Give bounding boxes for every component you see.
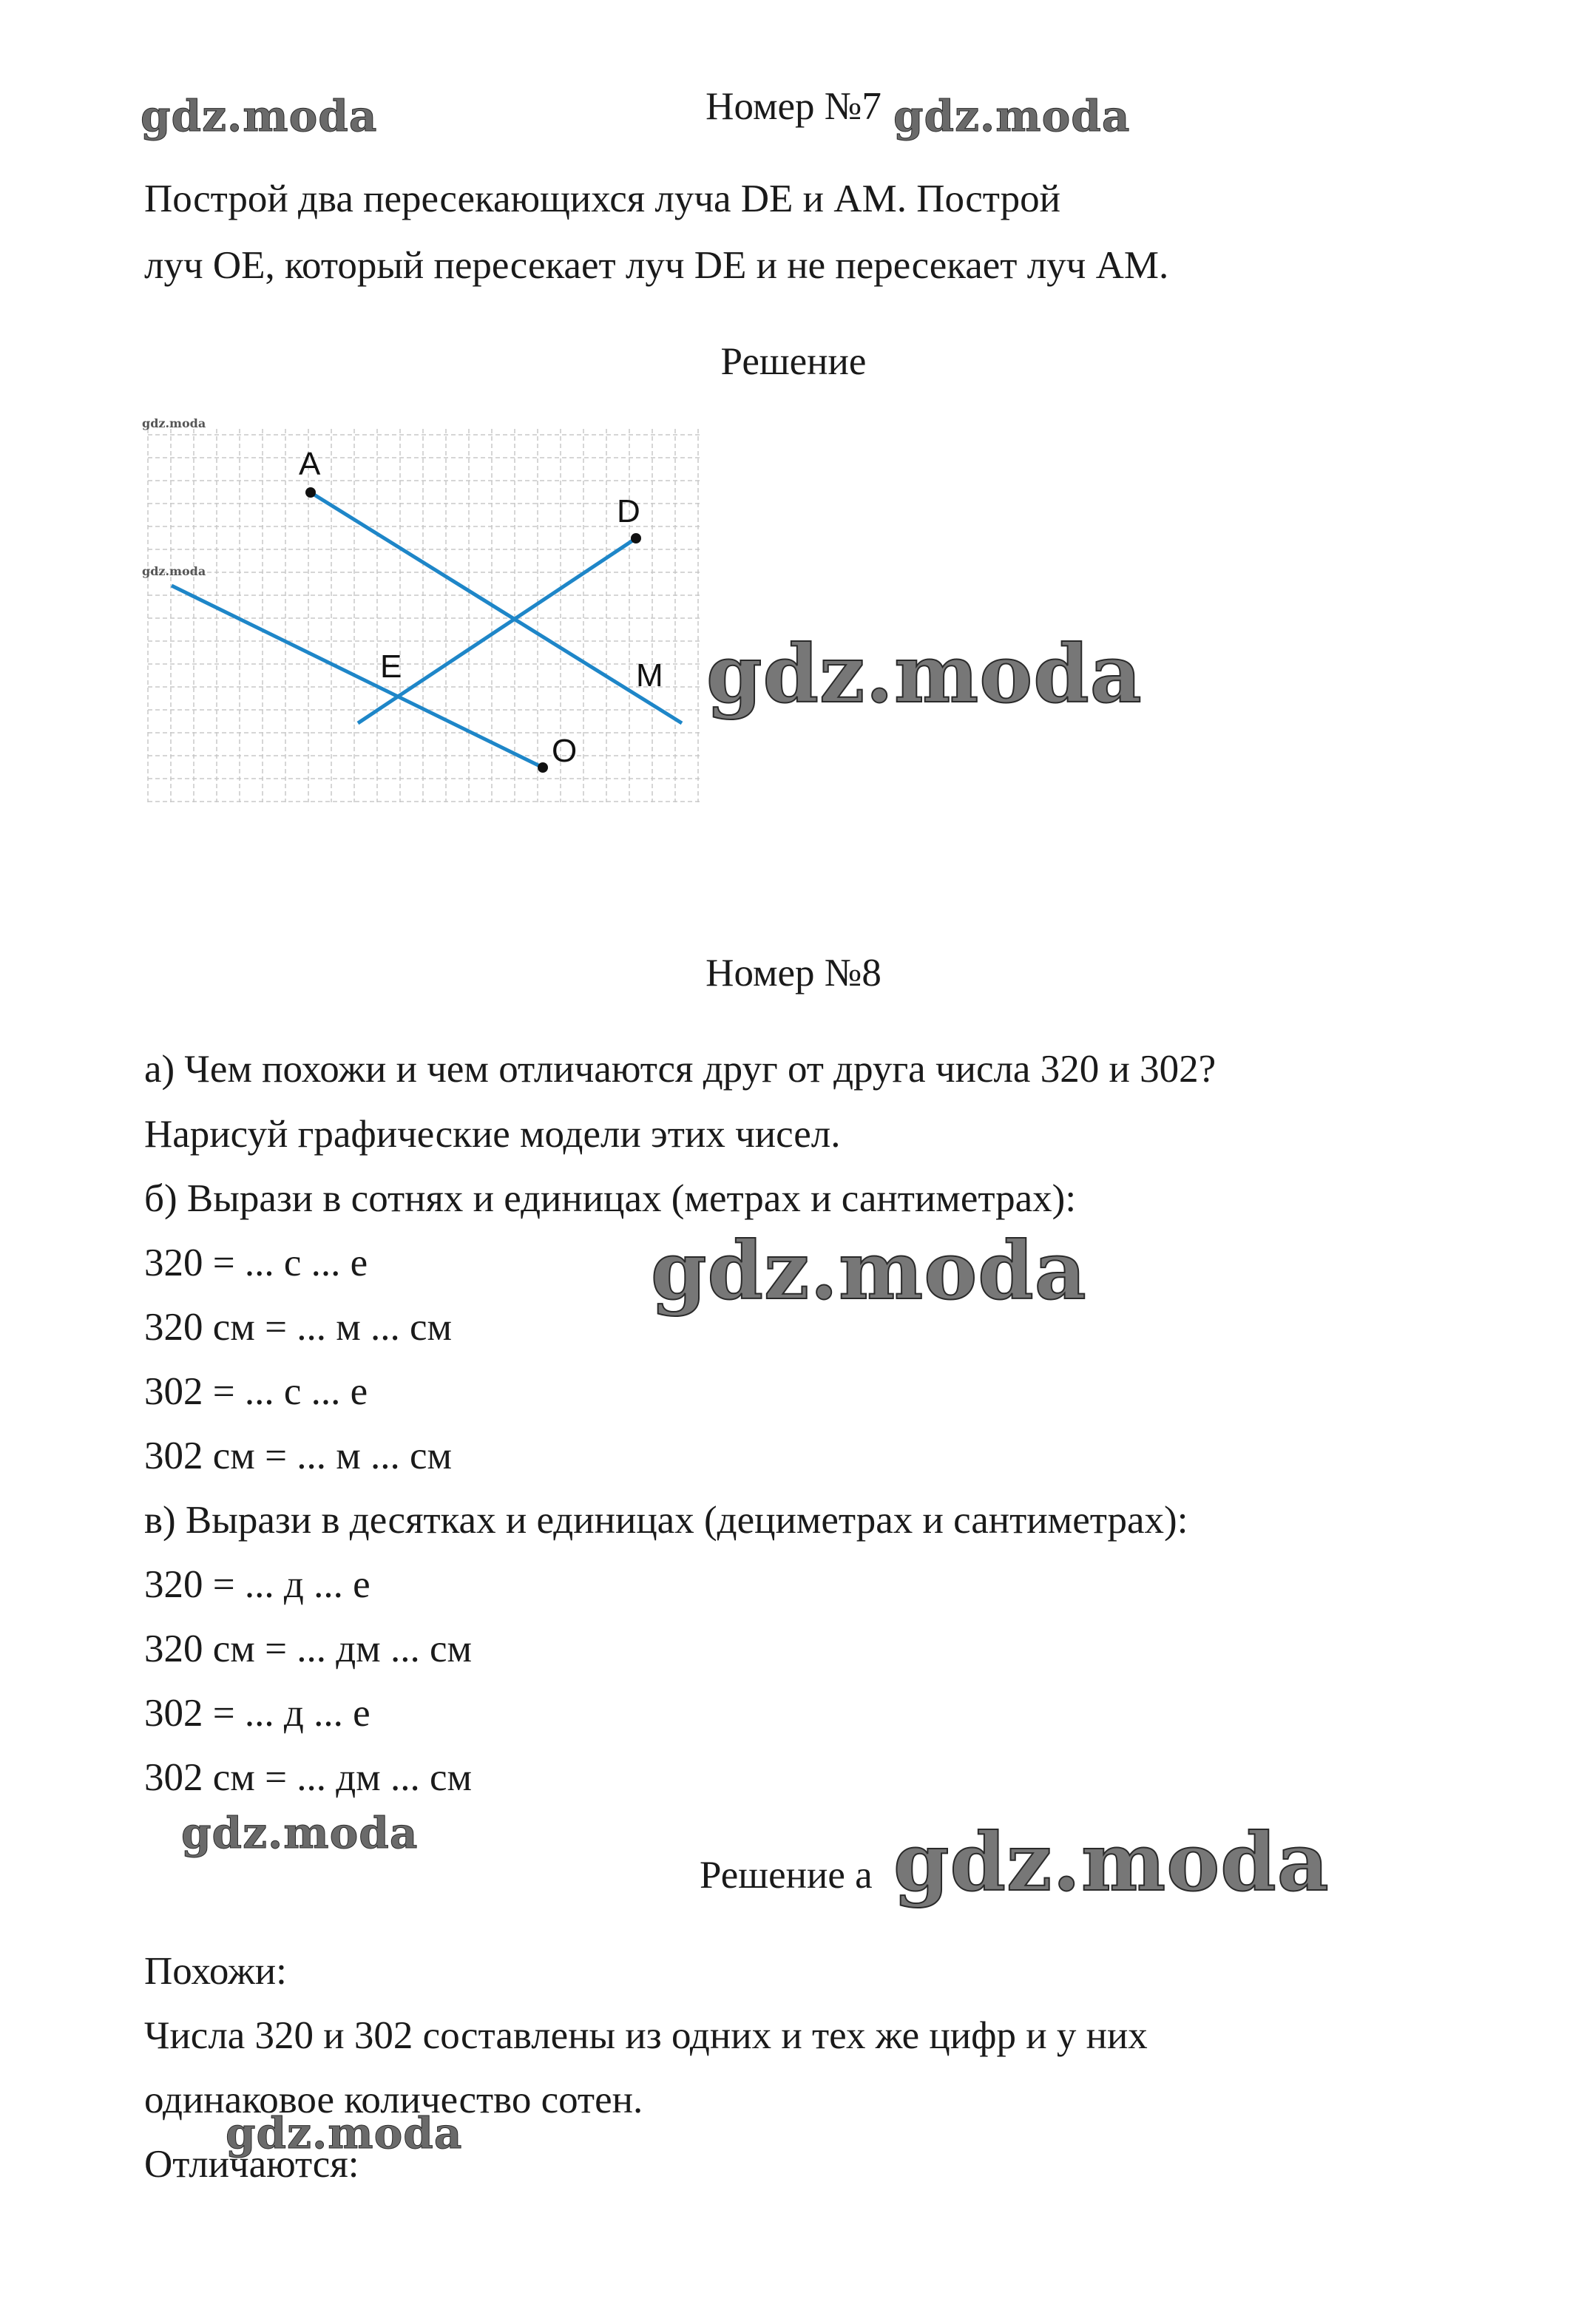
point-d bbox=[631, 533, 641, 543]
task8-line-9: 320 = ... д ... е bbox=[144, 1563, 370, 1606]
watermark: gdz.moda bbox=[893, 1816, 1330, 1909]
task8-line-3: б) Вырази в сотнях и единицах (метрах и сантиметрах): bbox=[144, 1177, 1077, 1220]
figure-watermark-top: gdz.moda bbox=[142, 416, 206, 430]
task8-solution-heading: Решение а bbox=[700, 1854, 873, 1897]
label-o: O bbox=[552, 733, 578, 769]
solution-line-4: Отличаются: bbox=[144, 2143, 359, 2186]
solution-line-3: одинаковое количество сотен. bbox=[144, 2079, 643, 2121]
watermark: gdz.moda bbox=[706, 628, 1143, 721]
task8-heading: Номер №8 bbox=[705, 952, 882, 995]
label-d: D bbox=[617, 493, 640, 529]
label-e: E bbox=[380, 648, 402, 685]
task8-line-8: в) Вырази в десятках и единицах (дециметрах и сантиметрах): bbox=[144, 1499, 1188, 1542]
watermark: gdz.moda bbox=[651, 1224, 1087, 1318]
task8-line-7: 302 см = ... м ... см bbox=[144, 1434, 453, 1477]
figure-watermark-left: gdz.moda bbox=[142, 564, 206, 578]
task7-text-line2: луч ОЕ, который пересекает луч DE и не пересекает луч АМ. bbox=[144, 244, 1169, 287]
task8-line-5: 320 см = ... м ... см bbox=[144, 1306, 453, 1349]
watermark: gdz.moda bbox=[141, 91, 378, 141]
point-a bbox=[305, 487, 316, 498]
rays-figure bbox=[133, 414, 710, 813]
label-m: M bbox=[636, 657, 663, 694]
point-o bbox=[538, 762, 548, 773]
ray-oe bbox=[172, 586, 543, 768]
solution-line-2: Числа 320 и 302 составлены из одних и тех же цифр и у них bbox=[144, 2014, 1148, 2057]
task7-solution-heading: Решение bbox=[720, 340, 867, 383]
task8-line-11: 302 = ... д ... е bbox=[144, 1692, 370, 1735]
task8-line-1: а) Чем похожи и чем отличаются друг от друга числа 320 и 302? bbox=[144, 1048, 1217, 1091]
task7-text-line1: Построй два пересекающихся луча DE и АМ. Построй bbox=[144, 177, 1060, 220]
task7-heading: Номер №7 bbox=[705, 85, 882, 128]
watermark: gdz.moda bbox=[226, 2108, 463, 2158]
solution-line-1: Похожи: bbox=[144, 1950, 287, 1993]
task8-line-6: 302 = ... с ... е bbox=[144, 1370, 368, 1413]
watermark: gdz.moda bbox=[181, 1808, 419, 1858]
watermark: gdz.moda bbox=[893, 91, 1131, 141]
task8-line-10: 320 см = ... дм ... см bbox=[144, 1627, 473, 1670]
task8-line-4: 320 = ... с ... е bbox=[144, 1241, 368, 1284]
label-a: A bbox=[299, 446, 321, 482]
task8-line-2: Нарисуй графические модели этих чисел. bbox=[144, 1113, 841, 1156]
task8-line-12: 302 см = ... дм ... см bbox=[144, 1756, 473, 1799]
